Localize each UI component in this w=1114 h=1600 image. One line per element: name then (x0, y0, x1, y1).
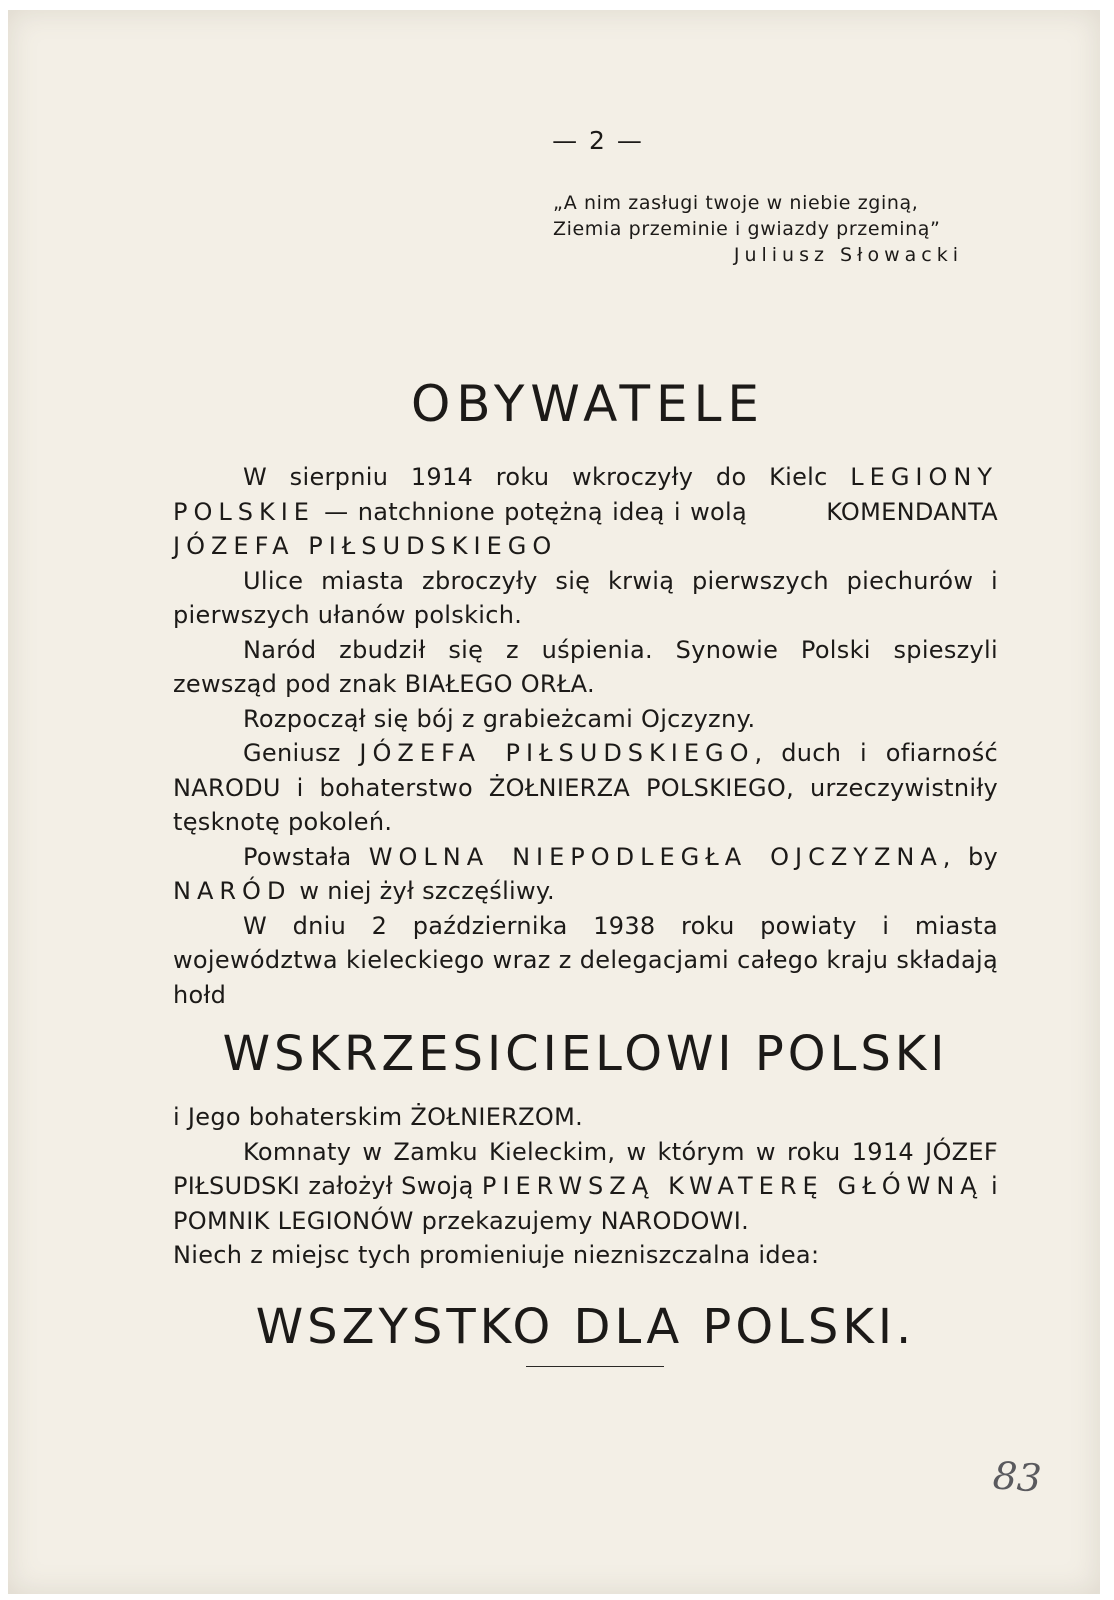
paragraph: Ulice miasta zbroczyły się krwią pierwszych piechurów i pierwszych ułanów polskich. (173, 566, 998, 629)
emphasis: JÓZEFA PIŁSUDSKIEGO (173, 532, 558, 560)
closing-slogan: WSZYSTKO DLA POLSKI. (255, 1298, 916, 1355)
page-title: OBYWATELE (410, 375, 766, 433)
document-page (8, 10, 1100, 1594)
paragraph: Naród zbudził się z uśpienia. Synowie Polski spieszyli zewsząd pod znak BIAŁEGO ORŁA. (173, 635, 998, 698)
epigraph-line: Ziemia przeminie i gwiazdy przeminą” (553, 218, 941, 240)
emphasis: NARÓD (173, 877, 292, 905)
paragraph: i Jego bohaterskim ŻOŁNIERZOM. (173, 1103, 584, 1131)
epigraph (553, 190, 993, 268)
paragraph: Komnaty w Zamku Kieleckim, w którym w roku 1914 JÓZEF PIŁSUDSKI założył Swoją PIERWSZĄ KWATERĘ GŁÓWNĄ i POMNIK LEGIONÓW przekazujemy NARODOWI. (173, 1137, 998, 1235)
emphasis: WOLNA NIEPODLEGŁA OJCZYZNA (368, 842, 943, 871)
divider (526, 1366, 664, 1367)
paragraph: W dniu 2 października 1938 roku powiaty i miasta województwa kieleckiego wraz z delegacjami całego kraju składają hołd (173, 911, 998, 1009)
paragraph: W sierpniu 1914 roku wkroczyły do Kielc LEGIONY POLSKIE — natchnione potężną ideą i wolą KOMENDANTA JÓZEFA PIŁSUDSKIEGO (173, 463, 998, 560)
emphasis: LEGIONY POLSKIE (173, 463, 998, 526)
page-number: — 2 — (552, 126, 644, 155)
emphasis: KOMENDANTA (826, 497, 998, 526)
archive-number: 83 (991, 1453, 1043, 1501)
emphasis: PIERWSZĄ KWATERĘ GŁÓWNĄ (481, 1172, 983, 1200)
proclamation-body (173, 460, 998, 1355)
paragraph: Niech z miejsc tych promieniuje niezniszczalna idea: (173, 1241, 820, 1269)
dedication-heading: WSKRZESICIELOWI POLSKI (222, 1026, 949, 1082)
paragraph: Geniusz JÓZEFA PIŁSUDSKIEGO, duch i ofiarność NARODU i bohaterstwo ŻOŁNIERZA POLSKIEGO, urzeczywistniły tęsknotę pokoleń. (173, 739, 999, 836)
paragraph: Rozpoczął się bój z grabieżcami Ojczyzny. (243, 704, 756, 733)
emphasis: JÓZEFA PIŁSUDSKIEGO (359, 739, 755, 767)
epigraph-author: Juliusz Słowacki (733, 244, 963, 266)
paragraph: Powstała WOLNA NIEPODLEGŁA OJCZYZNA, by NARÓD w niej żył szczęśliwy. (173, 842, 998, 905)
epigraph-line: „A nim zasługi twoje w niebie zginą, (553, 192, 919, 214)
